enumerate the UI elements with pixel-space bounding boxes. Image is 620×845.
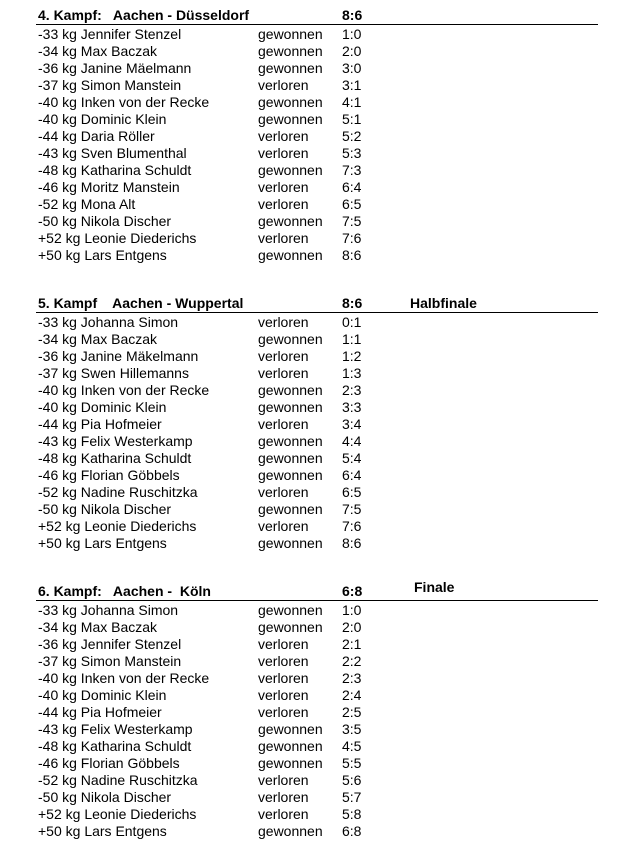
bout-result: gewonnen [258, 382, 323, 398]
match-title: 6. Kampf: Aachen - Köln [38, 583, 211, 599]
bout-athlete: -46 kg Moritz Manstein [38, 179, 180, 195]
bout-athlete: -48 kg Katharina Schuldt [38, 450, 192, 466]
bout-row [36, 94, 598, 111]
bout-athlete: -33 kg Jennifer Stenzel [38, 26, 182, 42]
match-header [36, 579, 598, 601]
bout-row [36, 450, 598, 467]
bout-result: verloren [258, 704, 309, 720]
bout-row [36, 704, 598, 721]
bout-athlete: -48 kg Katharina Schuldt [38, 738, 192, 754]
bout-standing: 3:0 [342, 60, 362, 76]
bout-result: verloren [258, 179, 309, 195]
bout-list [36, 602, 598, 840]
bout-standing: 2:5 [342, 704, 362, 720]
bout-result: gewonnen [258, 619, 323, 635]
bout-row [36, 331, 598, 348]
bout-result: verloren [258, 636, 309, 652]
bout-row [36, 738, 598, 755]
bout-athlete: -36 kg Jennifer Stenzel [38, 636, 182, 652]
bout-standing: 6:5 [342, 484, 362, 500]
bout-result: verloren [258, 145, 309, 161]
bout-result: verloren [258, 772, 309, 788]
bout-standing: 5:2 [342, 128, 362, 144]
bout-standing: 7:3 [342, 162, 362, 178]
bout-athlete: -34 kg Max Baczak [38, 619, 158, 635]
bout-row [36, 399, 598, 416]
bout-row [36, 670, 598, 687]
bout-row [36, 653, 598, 670]
bout-standing: 5:6 [342, 772, 362, 788]
bout-athlete: -40 kg Inken von der Recke [38, 94, 210, 110]
bout-result: gewonnen [258, 162, 323, 178]
bout-row [36, 60, 598, 77]
stage-label: Finale [414, 579, 455, 595]
bout-standing: 1:0 [342, 602, 362, 618]
bout-result: gewonnen [258, 535, 323, 551]
bout-standing: 2:3 [342, 670, 362, 686]
bout-athlete: -43 kg Felix Westerkamp [38, 433, 193, 449]
bout-standing: 3:4 [342, 416, 362, 432]
bout-result: gewonnen [258, 823, 323, 839]
bout-result: verloren [258, 196, 309, 212]
bout-result: gewonnen [258, 331, 323, 347]
bout-athlete: -43 kg Felix Westerkamp [38, 721, 193, 737]
bout-standing: 8:6 [342, 247, 362, 263]
bout-row [36, 230, 598, 247]
bout-athlete: -40 kg Inken von der Recke [38, 670, 210, 686]
match-title: 4. Kampf: Aachen - Düsseldorf [38, 7, 250, 23]
match-header [36, 6, 598, 25]
bout-athlete: +52 kg Leonie Diederichs [38, 518, 197, 534]
bout-row [36, 43, 598, 60]
bout-row [36, 619, 598, 636]
bout-result: verloren [258, 416, 309, 432]
bout-standing: 2:4 [342, 687, 362, 703]
bout-athlete: -52 kg Mona Alt [38, 196, 136, 212]
bout-athlete: -46 kg Florian Göbbels [38, 755, 180, 771]
bout-row [36, 823, 598, 840]
match-section [36, 6, 598, 264]
bout-result: gewonnen [258, 60, 323, 76]
bout-athlete: -40 kg Dominic Klein [38, 399, 167, 415]
bout-standing: 2:3 [342, 382, 362, 398]
bout-standing: 7:6 [342, 230, 362, 246]
bout-standing: 8:6 [342, 535, 362, 551]
bout-row [36, 721, 598, 738]
bout-athlete: -36 kg Janine Mäelmann [38, 60, 192, 76]
bout-standing: 1:3 [342, 365, 362, 381]
bout-athlete: -40 kg Inken von der Recke [38, 382, 210, 398]
bout-row [36, 806, 598, 823]
bout-list [36, 314, 598, 552]
bout-result: gewonnen [258, 433, 323, 449]
match-score: 8:6 [342, 7, 363, 23]
match-header [36, 294, 598, 313]
bout-result: gewonnen [258, 501, 323, 517]
bout-row [36, 467, 598, 484]
bout-row [36, 535, 598, 552]
bout-row [36, 636, 598, 653]
bout-standing: 4:1 [342, 94, 362, 110]
bout-row [36, 518, 598, 535]
bout-standing: 5:3 [342, 145, 362, 161]
bout-result: gewonnen [258, 602, 323, 618]
bout-standing: 6:5 [342, 196, 362, 212]
match-section [36, 579, 598, 840]
bout-athlete: -50 kg Nikola Discher [38, 213, 172, 229]
bout-row [36, 602, 598, 619]
bout-row [36, 314, 598, 331]
bout-row [36, 213, 598, 230]
bout-result: verloren [258, 128, 309, 144]
bout-row [36, 772, 598, 789]
bout-result: verloren [258, 806, 309, 822]
bout-row [36, 416, 598, 433]
bout-standing: 3:3 [342, 399, 362, 415]
bout-standing: 5:7 [342, 789, 362, 805]
bout-result: verloren [258, 348, 309, 364]
bout-result: gewonnen [258, 738, 323, 754]
bout-athlete: -48 kg Katharina Schuldt [38, 162, 192, 178]
bout-standing: 4:5 [342, 738, 362, 754]
bout-result: gewonnen [258, 26, 323, 42]
bout-result: gewonnen [258, 755, 323, 771]
bout-result: verloren [258, 365, 309, 381]
bout-standing: 2:2 [342, 653, 362, 669]
match-score: 6:8 [342, 583, 363, 599]
bout-row [36, 382, 598, 399]
bout-standing: 0:1 [342, 314, 362, 330]
bout-standing: 2:0 [342, 43, 362, 59]
bout-row [36, 789, 598, 806]
bout-standing: 5:5 [342, 755, 362, 771]
bout-row [36, 348, 598, 365]
bout-athlete: +52 kg Leonie Diederichs [38, 230, 197, 246]
bout-result: gewonnen [258, 43, 323, 59]
bout-row [36, 365, 598, 382]
bout-row [36, 145, 598, 162]
bout-athlete: -34 kg Max Baczak [38, 331, 158, 347]
bout-athlete: -50 kg Nikola Discher [38, 789, 172, 805]
bout-result: gewonnen [258, 247, 323, 263]
bout-standing: 7:5 [342, 213, 362, 229]
match-title: 5. Kampf Aachen - Wuppertal [38, 295, 244, 311]
bout-list [36, 26, 598, 264]
bout-result: verloren [258, 230, 309, 246]
bout-standing: 6:4 [342, 467, 362, 483]
bout-athlete: -52 kg Nadine Ruschitzka [38, 772, 198, 788]
bout-result: verloren [258, 314, 309, 330]
bout-athlete: -44 kg Pia Hofmeier [38, 416, 162, 432]
bout-row [36, 26, 598, 43]
bout-athlete: -36 kg Janine Mäkelmann [38, 348, 199, 364]
bout-row [36, 247, 598, 264]
bout-result: gewonnen [258, 94, 323, 110]
bout-standing: 3:1 [342, 77, 362, 93]
bout-result: verloren [258, 687, 309, 703]
bout-athlete: -50 kg Nikola Discher [38, 501, 172, 517]
bout-standing: 1:2 [342, 348, 362, 364]
bout-row [36, 179, 598, 196]
bout-result: gewonnen [258, 399, 323, 415]
match-section [36, 294, 598, 552]
bout-athlete: -37 kg Simon Manstein [38, 653, 182, 669]
bout-athlete: -34 kg Max Baczak [38, 43, 158, 59]
bout-athlete: -52 kg Nadine Ruschitzka [38, 484, 198, 500]
bout-standing: 2:0 [342, 619, 362, 635]
bout-row [36, 77, 598, 94]
bout-athlete: -43 kg Sven Blumenthal [38, 145, 187, 161]
bout-athlete: -33 kg Johanna Simon [38, 314, 179, 330]
bout-athlete: -33 kg Johanna Simon [38, 602, 179, 618]
bout-row [36, 433, 598, 450]
bout-row [36, 484, 598, 501]
bout-athlete: -37 kg Swen Hillemanns [38, 365, 189, 381]
bout-athlete: -37 kg Simon Manstein [38, 77, 182, 93]
bout-athlete: -40 kg Dominic Klein [38, 111, 167, 127]
bout-standing: 2:1 [342, 636, 362, 652]
bout-result: gewonnen [258, 450, 323, 466]
bout-row [36, 196, 598, 213]
bout-standing: 7:5 [342, 501, 362, 517]
bout-standing: 5:4 [342, 450, 362, 466]
bout-standing: 6:8 [342, 823, 362, 839]
bout-standing: 1:1 [342, 331, 362, 347]
bout-result: verloren [258, 653, 309, 669]
bout-result: verloren [258, 484, 309, 500]
bout-standing: 1:0 [342, 26, 362, 42]
bout-athlete: +50 kg Lars Entgens [38, 247, 167, 263]
bout-result: verloren [258, 77, 309, 93]
bout-athlete: -44 kg Pia Hofmeier [38, 704, 162, 720]
bout-athlete: -44 kg Daria Röller [38, 128, 155, 144]
bout-row [36, 501, 598, 518]
bout-athlete: -40 kg Dominic Klein [38, 687, 167, 703]
stage-label: Halbfinale [410, 295, 477, 311]
bout-athlete: +50 kg Lars Entgens [38, 823, 167, 839]
bout-result: gewonnen [258, 721, 323, 737]
bout-row [36, 755, 598, 772]
bout-result: gewonnen [258, 111, 323, 127]
bout-result: verloren [258, 518, 309, 534]
bout-row [36, 162, 598, 179]
bout-standing: 3:5 [342, 721, 362, 737]
bout-row [36, 111, 598, 128]
bout-result: gewonnen [258, 467, 323, 483]
bout-athlete: +50 kg Lars Entgens [38, 535, 167, 551]
bout-result: gewonnen [258, 213, 323, 229]
bout-result: verloren [258, 670, 309, 686]
bout-standing: 4:4 [342, 433, 362, 449]
bout-result: verloren [258, 789, 309, 805]
bout-standing: 6:4 [342, 179, 362, 195]
bout-standing: 5:8 [342, 806, 362, 822]
bout-athlete: -46 kg Florian Göbbels [38, 467, 180, 483]
match-score: 8:6 [342, 295, 363, 311]
bout-row [36, 687, 598, 704]
bout-row [36, 128, 598, 145]
bout-standing: 7:6 [342, 518, 362, 534]
bout-athlete: +52 kg Leonie Diederichs [38, 806, 197, 822]
bout-standing: 5:1 [342, 111, 362, 127]
